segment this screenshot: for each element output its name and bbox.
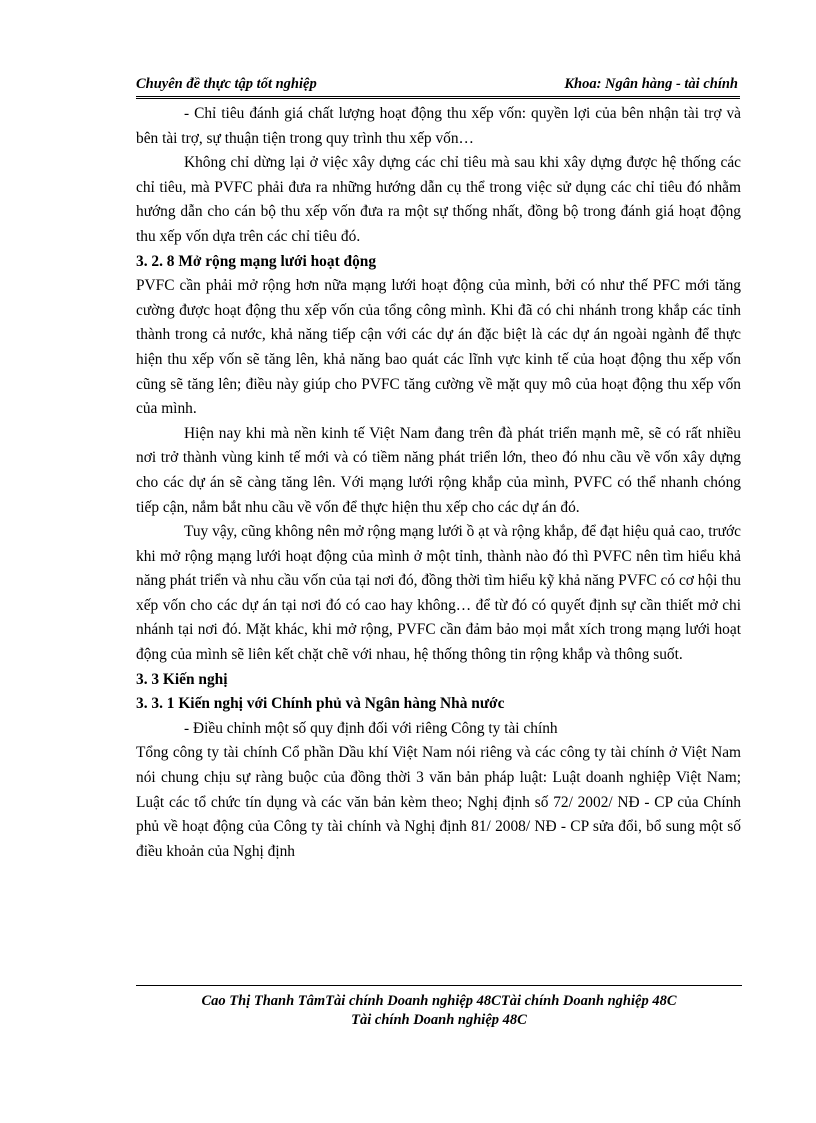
paragraph: Tổng công ty tài chính Cổ phần Dầu khí Việt Nam nói riêng và các công ty tài chính ở Việt Nam nói chung chịu sự ràng buộc của đồng thời 3 văn bản pháp luật: Luật doanh nghiệp Việt Nam; Luật các tổ chức tín dụng và các văn bản kèm theo; Nghị định số 72/ 2002/ NĐ - CP của Chính phủ về hoạt động của Công ty tài chính và Nghị định 81/ 2008/ NĐ - CP sửa đổi, bổ sung một số điều khoản của Nghị định bbox=[136, 744, 741, 860]
document-body bbox=[136, 102, 741, 864]
subsection-heading: 3. 3. 1 Kiến nghị với Chính phủ và Ngân hàng Nhà nước bbox=[136, 695, 505, 713]
footer-divider bbox=[136, 985, 742, 986]
header-department: Khoa: Ngân hàng - tài chính bbox=[564, 76, 738, 92]
paragraph: - Chỉ tiêu đánh giá chất lượng hoạt động thu xếp vốn: quyền lợi của bên nhận tài trợ và bên tài trợ, sự thuận tiện trong quy trình thu xếp vốn… bbox=[136, 105, 741, 147]
footer-class: Tài chính Doanh nghiệp 48C bbox=[351, 1012, 527, 1028]
page-footer bbox=[136, 992, 742, 1030]
header-title: Chuyên đề thực tập tốt nghiệp bbox=[136, 76, 317, 92]
paragraph: Hiện nay khi mà nền kinh tế Việt Nam đang trên đà phát triển mạnh mẽ, sẽ có rất nhiều nơi trở thành vùng kinh tế mới và có tiềm năng phát triển lớn, theo đó nhu cầu về vốn xây dựng cho các dự án sẽ càng tăng lên. Với mạng lưới rộng khắp của mình, PVFC có thể nhanh chóng tiếp cận, nắm bắt nhu cầu về vốn để thực hiện thu xếp cho các dự án đó. bbox=[136, 424, 741, 516]
paragraph: PVFC cần phải mở rộng hơn nữa mạng lưới hoạt động của mình, bởi có như thế PFC mới tăng cường được hoạt động thu xếp vốn của tổng công mình. Khi đã có chi nhánh trong khắp các tỉnh thành trong cả nước, khả năng tiếp cận với các dự án đặc biệt là các dự án ngoài ngành để thực hiện thu xếp vốn sẽ tăng lên, khả năng bao quát các lĩnh vực kinh tế của hoạt động thu xếp vốn cũng sẽ tăng lên; điều này giúp cho PVFC tăng cường về mặt quy mô của hoạt động thu xếp vốn của mình. bbox=[136, 277, 741, 418]
paragraph: Tuy vậy, cũng không nên mở rộng mạng lưới ồ ạt và rộng khắp, để đạt hiệu quả cao, trước khi mở rộng mạng lưới hoạt động của mình ở một tỉnh, thành nào đó thì PVFC nên tìm hiểu khả năng phát triển và nhu cầu vốn của tại nơi đó, đồng thời tìm hiểu kỹ khả năng PVFC có cơ hội thu xếp vốn cho các dự án tại nơi đó có cao hay không… để từ đó có quyết định sự cần thiết mở chi nhánh tại nơi đó. Mặt khác, khi mở rộng, PVFC cần đảm bảo mọi mắt xích trong mạng lưới hoạt động của mình sẽ liên kết chặt chẽ với nhau, hệ thống thông tin rộng khắp và thông suốt. bbox=[136, 523, 741, 664]
page-header bbox=[136, 74, 740, 99]
paragraph: Không chỉ dừng lại ở việc xây dựng các chỉ tiêu mà sau khi xây dựng được hệ thống các chỉ tiêu, mà PVFC phải đưa ra những hướng dẫn cụ thể trong việc sử dụng các chỉ tiêu đó nhằm hướng dẫn cho cán bộ thu xếp vốn đưa ra một sự thống nhất, đồng bộ trong đánh giá hoạt động thu xếp vốn dựa trên các chỉ tiêu đó. bbox=[136, 154, 741, 245]
section-heading: 3. 3 Kiến nghị bbox=[136, 670, 228, 688]
footer-author: Cao Thị Thanh TâmTài chính Doanh nghiệp 48CTài chính Doanh nghiệp 48C bbox=[201, 993, 677, 1009]
paragraph: - Điều chỉnh một số quy định đối với riêng Công ty tài chính bbox=[184, 719, 558, 737]
section-heading: 3. 2. 8 Mở rộng mạng lưới hoạt động bbox=[136, 252, 377, 270]
